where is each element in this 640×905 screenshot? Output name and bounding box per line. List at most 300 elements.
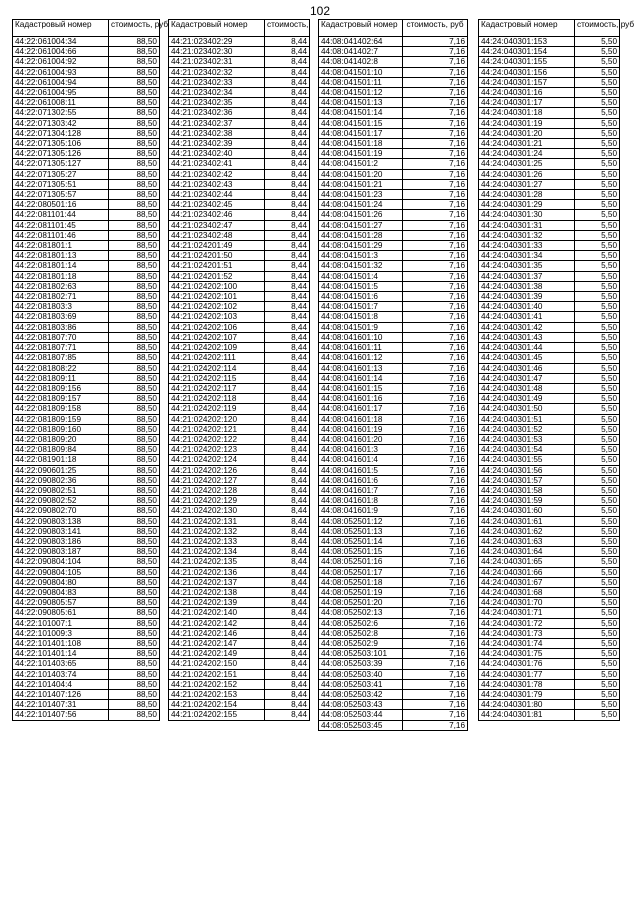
cost-cell: 7,16 xyxy=(403,587,468,597)
cost-cell: 8,44 xyxy=(265,190,310,200)
cadastral-number-cell: 44:24:040301:65 xyxy=(479,557,575,567)
table-row xyxy=(319,57,468,67)
cost-cell: 88,50 xyxy=(109,343,160,353)
table-row xyxy=(169,424,310,434)
cost-cell: 88,50 xyxy=(109,47,160,57)
table-row xyxy=(169,363,310,373)
cadastral-number-cell: 44:22:090804:83 xyxy=(13,587,109,597)
cadastral-number-cell: 44:24:040301:55 xyxy=(479,455,575,465)
cost-cell: 8,44 xyxy=(265,200,310,210)
cost-cell: 8,44 xyxy=(265,281,310,291)
cadastral-number-cell: 44:22:081803:3 xyxy=(13,302,109,312)
cost-cell: 5,50 xyxy=(575,649,620,659)
table-row xyxy=(169,547,310,557)
cost-cell: 7,16 xyxy=(403,608,468,618)
cadastral-number-cell: 44:22:081101:45 xyxy=(13,220,109,230)
table-row xyxy=(169,710,310,720)
cadastral-number-cell: 44:24:040301:74 xyxy=(479,638,575,648)
cadastral-number-cell: 44:21:023402:32 xyxy=(169,67,265,77)
cost-cell: 88,50 xyxy=(109,261,160,271)
cadastral-number-cell: 44:08:041601:4 xyxy=(319,455,403,465)
cadastral-number-cell: 44:08:041501:28 xyxy=(319,230,403,240)
cost-cell: 88,50 xyxy=(109,383,160,393)
cost-cell: 8,44 xyxy=(265,332,310,342)
cadastral-number-cell: 44:08:041501:20 xyxy=(319,169,403,179)
cadastral-number-cell: 44:22:081901:18 xyxy=(13,455,109,465)
cadastral-number-cell: 44:21:024202:101 xyxy=(169,292,265,302)
cost-cell: 7,16 xyxy=(403,465,468,475)
table-row xyxy=(319,312,468,322)
cost-cell: 5,50 xyxy=(575,332,620,342)
cost-cell: 8,44 xyxy=(265,690,310,700)
table-row xyxy=(319,496,468,506)
cadastral-number-cell: 44:08:041501:4 xyxy=(319,271,403,281)
cadastral-number-cell: 44:22:071305:126 xyxy=(13,149,109,159)
cost-cell: 8,44 xyxy=(265,261,310,271)
cost-cell: 88,50 xyxy=(109,210,160,220)
table-row xyxy=(13,638,160,648)
cadastral-number-cell: 44:21:023402:47 xyxy=(169,220,265,230)
cost-cell: 7,16 xyxy=(403,302,468,312)
cadastral-number-cell: 44:08:041601:5 xyxy=(319,465,403,475)
table-row xyxy=(319,720,468,730)
table-row xyxy=(169,251,310,261)
cadastral-number-cell: 44:21:024202:127 xyxy=(169,475,265,485)
cadastral-number-cell: 44:08:052501:15 xyxy=(319,547,403,557)
cost-cell: 5,50 xyxy=(575,455,620,465)
cost-cell: 5,50 xyxy=(575,128,620,138)
cost-cell: 8,44 xyxy=(265,179,310,189)
table-row xyxy=(479,343,620,353)
table-row xyxy=(13,628,160,638)
table-row xyxy=(319,424,468,434)
cost-cell: 5,50 xyxy=(575,118,620,128)
cadastral-number-cell: 44:21:024202:103 xyxy=(169,312,265,322)
cost-cell: 8,44 xyxy=(265,322,310,332)
cadastral-number-cell: 44:08:041501:27 xyxy=(319,220,403,230)
table-row xyxy=(479,434,620,444)
cost-cell: 5,50 xyxy=(575,485,620,495)
cost-cell: 7,16 xyxy=(403,669,468,679)
table-row xyxy=(479,455,620,465)
cadastral-number-cell: 44:22:061004:94 xyxy=(13,77,109,87)
cadastral-number-cell: 44:08:041501:24 xyxy=(319,200,403,210)
cost-cell: 5,50 xyxy=(575,547,620,557)
table-row xyxy=(319,77,468,87)
cadastral-number-cell: 44:24:040301:68 xyxy=(479,587,575,597)
cadastral-number-cell: 44:22:081807:85 xyxy=(13,353,109,363)
table-row xyxy=(13,261,160,271)
cadastral-number-cell: 44:22:090802:36 xyxy=(13,475,109,485)
cost-cell: 88,50 xyxy=(109,312,160,322)
cadastral-number-cell: 44:22:101407:31 xyxy=(13,700,109,710)
table-row xyxy=(479,332,620,342)
cost-cell: 7,16 xyxy=(403,230,468,240)
cadastral-number-cell: 44:24:040301:52 xyxy=(479,424,575,434)
cost-cell: 88,50 xyxy=(109,690,160,700)
table-row xyxy=(319,67,468,77)
cost-cell: 88,50 xyxy=(109,98,160,108)
cost-cell: 8,44 xyxy=(265,271,310,281)
cost-cell: 88,50 xyxy=(109,57,160,67)
cost-cell: 8,44 xyxy=(265,557,310,567)
cadastral-number-cell: 44:21:024202:138 xyxy=(169,587,265,597)
cadastral-number-cell: 44:08:052503:42 xyxy=(319,690,403,700)
cadastral-number-cell: 44:22:081809:160 xyxy=(13,424,109,434)
table-row xyxy=(13,434,160,444)
cost-cell: 7,16 xyxy=(403,649,468,659)
cost-cell: 88,50 xyxy=(109,230,160,240)
cost-cell: 8,44 xyxy=(265,67,310,77)
cost-cell: 8,44 xyxy=(265,618,310,628)
cadastral-number-cell: 44:22:071305:27 xyxy=(13,169,109,179)
cost-cell: 7,16 xyxy=(403,37,468,47)
cost-cell: 7,16 xyxy=(403,414,468,424)
table-row xyxy=(169,669,310,679)
table-row xyxy=(479,383,620,393)
table-row xyxy=(479,179,620,189)
cadastral-number-cell: 44:08:052503:40 xyxy=(319,669,403,679)
table-row xyxy=(169,679,310,689)
table-row xyxy=(13,679,160,689)
cadastral-number-cell: 44:24:040301:79 xyxy=(479,690,575,700)
cost-cell: 7,16 xyxy=(403,261,468,271)
cost-cell: 88,50 xyxy=(109,506,160,516)
cadastral-number-cell: 44:24:040301:57 xyxy=(479,475,575,485)
cadastral-number-cell: 44:21:024202:120 xyxy=(169,414,265,424)
table-row xyxy=(319,271,468,281)
cost-cell: 8,44 xyxy=(265,526,310,536)
cadastral-number-cell: 44:08:041501:21 xyxy=(319,179,403,189)
table-row xyxy=(319,373,468,383)
table-row xyxy=(169,128,310,138)
table-row xyxy=(169,220,310,230)
cadastral-number-cell: 44:22:101404:4 xyxy=(13,679,109,689)
table-row xyxy=(13,373,160,383)
cadastral-number-cell: 44:22:081801:18 xyxy=(13,271,109,281)
cost-cell: 8,44 xyxy=(265,353,310,363)
cadastral-number-cell: 44:08:041601:7 xyxy=(319,485,403,495)
cadastral-number-cell: 44:24:040301:67 xyxy=(479,577,575,587)
cost-cell: 7,16 xyxy=(403,98,468,108)
cost-cell: 88,50 xyxy=(109,149,160,159)
cadastral-number-cell: 44:24:040301:64 xyxy=(479,547,575,557)
table-row xyxy=(479,190,620,200)
table-row xyxy=(479,353,620,363)
cadastral-number-cell: 44:22:081801:13 xyxy=(13,251,109,261)
cost-cell: 7,16 xyxy=(403,679,468,689)
table-row xyxy=(169,434,310,444)
cost-cell: 88,50 xyxy=(109,649,160,659)
table-row xyxy=(479,281,620,291)
cost-cell: 8,44 xyxy=(265,669,310,679)
table-row xyxy=(169,292,310,302)
table-row xyxy=(319,200,468,210)
cadastral-number-cell: 44:24:040301:60 xyxy=(479,506,575,516)
table-row xyxy=(169,88,310,98)
table-row xyxy=(319,608,468,618)
cost-cell: 5,50 xyxy=(575,465,620,475)
cost-cell: 88,50 xyxy=(109,220,160,230)
cost-cell: 7,16 xyxy=(403,496,468,506)
table-row xyxy=(169,465,310,475)
cost-cell: 8,44 xyxy=(265,455,310,465)
cadastral-number-cell: 44:08:041601:11 xyxy=(319,343,403,353)
table-row xyxy=(319,241,468,251)
table-row xyxy=(319,251,468,261)
cadastral-number-cell: 44:22:071305:106 xyxy=(13,139,109,149)
cadastral-number-cell: 44:21:024202:154 xyxy=(169,700,265,710)
cost-cell: 5,50 xyxy=(575,139,620,149)
cadastral-number-cell: 44:21:023402:44 xyxy=(169,190,265,200)
cadastral-number-cell: 44:24:040301:56 xyxy=(479,465,575,475)
table-row xyxy=(479,414,620,424)
table-row xyxy=(169,159,310,169)
table-row xyxy=(169,557,310,567)
cadastral-number-cell: 44:22:081802:63 xyxy=(13,281,109,291)
cost-cell: 8,44 xyxy=(265,638,310,648)
cadastral-number-cell: 44:24:040301:77 xyxy=(479,669,575,679)
table-row xyxy=(169,506,310,516)
cadastral-number-cell: 44:08:041501:14 xyxy=(319,108,403,118)
cadastral-number-cell: 44:22:081809:20 xyxy=(13,434,109,444)
table-row xyxy=(13,690,160,700)
table-row xyxy=(479,118,620,128)
cost-cell: 5,50 xyxy=(575,108,620,118)
cost-cell: 5,50 xyxy=(575,149,620,159)
table-row xyxy=(479,37,620,47)
cost-cell: 5,50 xyxy=(575,577,620,587)
table-row xyxy=(169,587,310,597)
cost-cell: 5,50 xyxy=(575,475,620,485)
cost-cell: 7,16 xyxy=(403,251,468,261)
cadastral-number-cell: 44:08:052501:16 xyxy=(319,557,403,567)
table-row xyxy=(169,190,310,200)
cost-cell: 88,50 xyxy=(109,332,160,342)
cost-cell: 7,16 xyxy=(403,700,468,710)
cadastral-number-cell: 44:22:061004:93 xyxy=(13,67,109,77)
cadastral-number-cell: 44:08:052501:14 xyxy=(319,536,403,546)
cadastral-number-cell: 44:22:101407:56 xyxy=(13,710,109,720)
cadastral-number-cell: 44:21:024202:130 xyxy=(169,506,265,516)
cadastral-number-cell: 44:08:052503:45 xyxy=(319,720,403,730)
table-row xyxy=(169,475,310,485)
cadastral-number-cell: 44:21:024202:146 xyxy=(169,628,265,638)
cadastral-number-cell: 44:08:041501:12 xyxy=(319,88,403,98)
cadastral-number-cell: 44:21:024202:128 xyxy=(169,485,265,495)
cost-cell: 7,16 xyxy=(403,292,468,302)
table-row xyxy=(13,98,160,108)
cadastral-number-cell: 44:08:041601:9 xyxy=(319,506,403,516)
table-row xyxy=(169,394,310,404)
cadastral-number-cell: 44:08:041601:14 xyxy=(319,373,403,383)
cost-cell: 88,50 xyxy=(109,587,160,597)
table-row xyxy=(13,496,160,506)
cadastral-number-cell: 44:24:040301:45 xyxy=(479,353,575,363)
table-row xyxy=(319,618,468,628)
table-row xyxy=(13,404,160,414)
cost-cell: 8,44 xyxy=(265,220,310,230)
table-row xyxy=(319,475,468,485)
cadastral-number-cell: 44:24:040301:29 xyxy=(479,200,575,210)
cadastral-number-cell: 44:21:024202:102 xyxy=(169,302,265,312)
cost-cell: 88,50 xyxy=(109,414,160,424)
table-row xyxy=(319,159,468,169)
cadastral-number-cell: 44:24:040301:70 xyxy=(479,598,575,608)
cost-cell: 5,50 xyxy=(575,669,620,679)
cost-cell: 8,44 xyxy=(265,37,310,47)
cadastral-number-cell: 44:08:041402:8 xyxy=(319,57,403,67)
cost-cell: 5,50 xyxy=(575,659,620,669)
table-row xyxy=(13,77,160,87)
cost-cell: 5,50 xyxy=(575,526,620,536)
table-row xyxy=(169,373,310,383)
cadastral-number-cell: 44:08:041501:2 xyxy=(319,159,403,169)
cost-cell: 88,50 xyxy=(109,567,160,577)
cost-cell: 88,50 xyxy=(109,536,160,546)
table-row xyxy=(479,241,620,251)
table-row xyxy=(319,261,468,271)
table-row xyxy=(319,434,468,444)
table-row xyxy=(319,659,468,669)
cost-cell: 8,44 xyxy=(265,700,310,710)
cadastral-number-cell: 44:08:041501:19 xyxy=(319,149,403,159)
table-row xyxy=(479,526,620,536)
table-row xyxy=(319,98,468,108)
table-row xyxy=(169,383,310,393)
cost-cell: 7,16 xyxy=(403,149,468,159)
cadastral-number-cell: 44:21:024202:106 xyxy=(169,322,265,332)
cadastral-number-cell: 44:21:023402:33 xyxy=(169,77,265,87)
cost-cell: 88,50 xyxy=(109,710,160,720)
table-row xyxy=(169,567,310,577)
table-row xyxy=(169,343,310,353)
cadastral-number-cell: 44:24:040301:20 xyxy=(479,128,575,138)
cadastral-number-cell: 44:22:081803:69 xyxy=(13,312,109,322)
cost-cell: 7,16 xyxy=(403,526,468,536)
cost-cell: 5,50 xyxy=(575,557,620,567)
cost-cell: 8,44 xyxy=(265,57,310,67)
cost-cell: 7,16 xyxy=(403,322,468,332)
table-row xyxy=(479,200,620,210)
cadastral-number-cell: 44:08:041601:17 xyxy=(319,404,403,414)
table-row xyxy=(13,363,160,373)
table-row xyxy=(13,516,160,526)
cadastral-number-cell: 44:24:040301:44 xyxy=(479,343,575,353)
cadastral-number-cell: 44:08:041501:32 xyxy=(319,261,403,271)
table-row xyxy=(319,445,468,455)
cadastral-number-cell: 44:08:041402:64 xyxy=(319,37,403,47)
cadastral-number-cell: 44:21:024202:123 xyxy=(169,445,265,455)
cost-cell: 8,44 xyxy=(265,108,310,118)
cadastral-number-cell: 44:21:024201:52 xyxy=(169,271,265,281)
cadastral-table-3 xyxy=(318,19,468,731)
cost-cell: 88,50 xyxy=(109,445,160,455)
cost-cell: 88,50 xyxy=(109,159,160,169)
cost-cell: 5,50 xyxy=(575,251,620,261)
table-row xyxy=(319,557,468,567)
table-row xyxy=(319,37,468,47)
cost-cell: 8,44 xyxy=(265,445,310,455)
cost-cell: 7,16 xyxy=(403,577,468,587)
cost-cell: 5,50 xyxy=(575,567,620,577)
table-row xyxy=(479,424,620,434)
cost-cell: 5,50 xyxy=(575,710,620,720)
page-number: 102 xyxy=(309,4,331,18)
table-row xyxy=(13,281,160,291)
table-row xyxy=(479,88,620,98)
cost-cell: 8,44 xyxy=(265,394,310,404)
table-row xyxy=(479,312,620,322)
table-row xyxy=(319,190,468,200)
table-row xyxy=(13,230,160,240)
cadastral-number-cell: 44:24:040301:66 xyxy=(479,567,575,577)
cadastral-number-cell: 44:08:041501:10 xyxy=(319,67,403,77)
cadastral-number-cell: 44:24:040301:42 xyxy=(479,322,575,332)
cost-cell: 88,50 xyxy=(109,363,160,373)
table-row xyxy=(319,577,468,587)
table-row xyxy=(13,343,160,353)
cadastral-number-cell: 44:21:024202:131 xyxy=(169,516,265,526)
table-row xyxy=(479,485,620,495)
cost-cell: 88,50 xyxy=(109,139,160,149)
cost-cell: 7,16 xyxy=(403,118,468,128)
table-row xyxy=(169,455,310,465)
table-row xyxy=(13,251,160,261)
cadastral-number-cell: 44:24:040301:78 xyxy=(479,679,575,689)
table-row xyxy=(479,251,620,261)
cadastral-number-cell: 44:22:061004:95 xyxy=(13,88,109,98)
table-row xyxy=(319,587,468,597)
cost-cell: 88,50 xyxy=(109,394,160,404)
cost-cell: 5,50 xyxy=(575,200,620,210)
table-row xyxy=(319,649,468,659)
table-row xyxy=(319,353,468,363)
cadastral-number-cell: 44:21:024202:140 xyxy=(169,608,265,618)
table-row xyxy=(479,159,620,169)
cost-cell: 8,44 xyxy=(265,414,310,424)
cadastral-number-cell: 44:21:023402:42 xyxy=(169,169,265,179)
cost-cell: 5,50 xyxy=(575,414,620,424)
cost-cell: 88,50 xyxy=(109,108,160,118)
cost-cell: 8,44 xyxy=(265,485,310,495)
cadastral-number-cell: 44:21:024202:142 xyxy=(169,618,265,628)
cadastral-number-cell: 44:24:040301:73 xyxy=(479,628,575,638)
cost-cell: 5,50 xyxy=(575,261,620,271)
cadastral-number-cell: 44:08:052503:101 xyxy=(319,649,403,659)
table-row xyxy=(13,118,160,128)
table-row xyxy=(319,465,468,475)
cadastral-number-cell: 44:22:090804:104 xyxy=(13,557,109,567)
cost-cell: 88,50 xyxy=(109,526,160,536)
cadastral-number-cell: 44:24:040301:47 xyxy=(479,373,575,383)
cadastral-number-cell: 44:21:024202:137 xyxy=(169,577,265,587)
cost-cell: 8,44 xyxy=(265,547,310,557)
table-row xyxy=(13,547,160,557)
cadastral-number-cell: 44:08:041601:13 xyxy=(319,363,403,373)
cost-cell: 88,50 xyxy=(109,292,160,302)
cost-cell: 5,50 xyxy=(575,363,620,373)
table-row xyxy=(319,88,468,98)
cost-cell: 7,16 xyxy=(403,485,468,495)
cadastral-number-cell: 44:24:040301:28 xyxy=(479,190,575,200)
table-row xyxy=(169,618,310,628)
cost-cell: 88,50 xyxy=(109,598,160,608)
cost-cell: 7,16 xyxy=(403,536,468,546)
cadastral-number-cell: 44:21:024202:124 xyxy=(169,455,265,465)
cadastral-number-cell: 44:24:040301:153 xyxy=(479,37,575,47)
table-row xyxy=(13,179,160,189)
